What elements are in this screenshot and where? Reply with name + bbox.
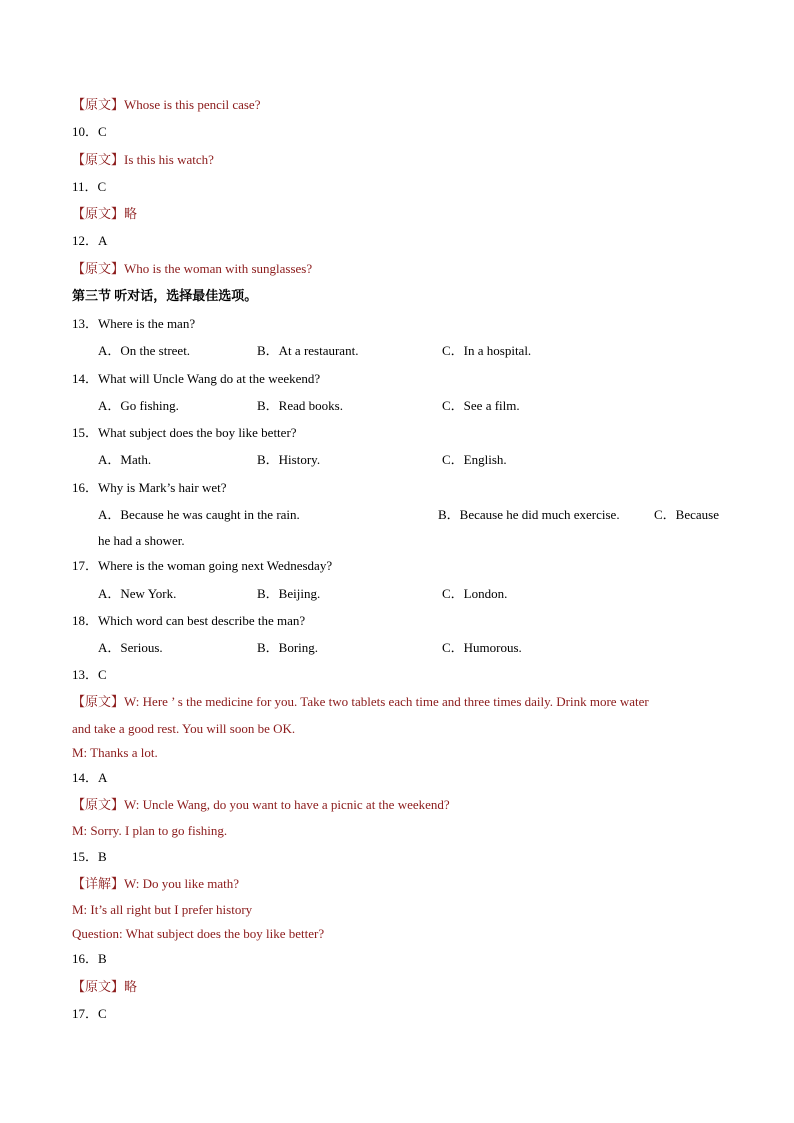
transcript-text: 略: [124, 979, 138, 994]
question-stem: 16．Why is Mark’s hair wet?: [72, 480, 227, 495]
option-a: A．On the street.: [98, 343, 191, 358]
option-c: C．London.: [442, 586, 508, 601]
answer-16: 16．B: [72, 951, 107, 966]
transcript-text: M: Thanks a lot.: [72, 745, 158, 760]
option-c: C．Because: [654, 507, 719, 522]
transcript-line: [72, 261, 312, 277]
option-b: B．At a restaurant.: [257, 343, 359, 358]
bracket-label: 【原文】: [72, 261, 125, 276]
option-a: A．Math.: [98, 452, 152, 467]
bracket-label: 【详解】: [72, 876, 125, 891]
transcript-line: [72, 876, 239, 892]
option-b: B．Because he did much exercise.: [438, 507, 620, 522]
option-c: C．See a film.: [442, 398, 520, 413]
transcript-text: W: Here ’ s the medicine for you. Take two tablets each time and three times daily. Drink more water: [124, 694, 649, 709]
transcript-text: Who is the woman with sunglasses?: [124, 261, 313, 276]
transcript-text: Question: What subject does the boy like better?: [72, 926, 325, 941]
option-b: B．History.: [257, 452, 321, 467]
bracket-label: 【原文】: [72, 797, 125, 812]
transcript-text: and take a good rest. You will soon be OK.: [72, 721, 296, 736]
transcript-line: [72, 694, 649, 710]
transcript-text: M: Sorry. I plan to go fishing.: [72, 823, 228, 838]
question-stem: 13．Where is the man?: [72, 316, 196, 331]
option-c: C．English.: [442, 452, 507, 467]
option-c: C．In a hospital.: [442, 343, 532, 358]
bracket-label: 【原文】: [72, 97, 125, 112]
answer-12: 12．A: [72, 233, 108, 248]
answer-10: 10．C: [72, 124, 107, 139]
answer-11: 11．C: [72, 179, 107, 194]
option-c: C．Humorous.: [442, 640, 522, 655]
bracket-label: 【原文】: [72, 152, 125, 167]
option-a: A．Go fishing.: [98, 398, 179, 413]
bracket-label: 【原文】: [72, 979, 125, 994]
transcript-text: W: Uncle Wang, do you want to have a picnic at the weekend?: [124, 797, 450, 812]
bracket-label: 【原文】: [72, 694, 125, 709]
option-b: B．Beijing.: [257, 586, 321, 601]
option-b: B．Read books.: [257, 398, 343, 413]
transcript-text: 略: [124, 206, 138, 221]
transcript-text: M: It’s all right but I prefer history: [72, 902, 253, 917]
question-stem: 15．What subject does the boy like better?: [72, 425, 297, 440]
transcript-text: W: Do you like math?: [124, 876, 240, 891]
answer-17: 17．C: [72, 1006, 107, 1021]
transcript-line: [72, 152, 214, 168]
transcript-line: [72, 979, 137, 995]
bracket-label: 【原文】: [72, 206, 125, 221]
question-stem: 14．What will Uncle Wang do at the weekend?: [72, 371, 321, 386]
option-a: A．New York.: [98, 586, 177, 601]
option-a: A．Serious.: [98, 640, 163, 655]
section-title: 第三节 听对话，选择最佳选项。: [72, 288, 258, 303]
answer-15: 15．B: [72, 849, 107, 864]
question-stem: 18．Which word can best describe the man?: [72, 613, 306, 628]
option-c-continued: he had a shower.: [98, 533, 185, 548]
question-stem: 17．Where is the woman going next Wednesday?: [72, 558, 333, 573]
answer-14: 14．A: [72, 770, 108, 785]
answer-13: 13．C: [72, 667, 107, 682]
option-a: A．Because he was caught in the rain.: [98, 507, 300, 522]
transcript-line: [72, 206, 137, 222]
option-b: B．Boring.: [257, 640, 319, 655]
transcript-line: [72, 797, 450, 813]
transcript-text: Whose is this pencil case?: [124, 97, 261, 112]
transcript-text: Is this his watch?: [124, 152, 214, 167]
transcript-line: [72, 97, 260, 113]
